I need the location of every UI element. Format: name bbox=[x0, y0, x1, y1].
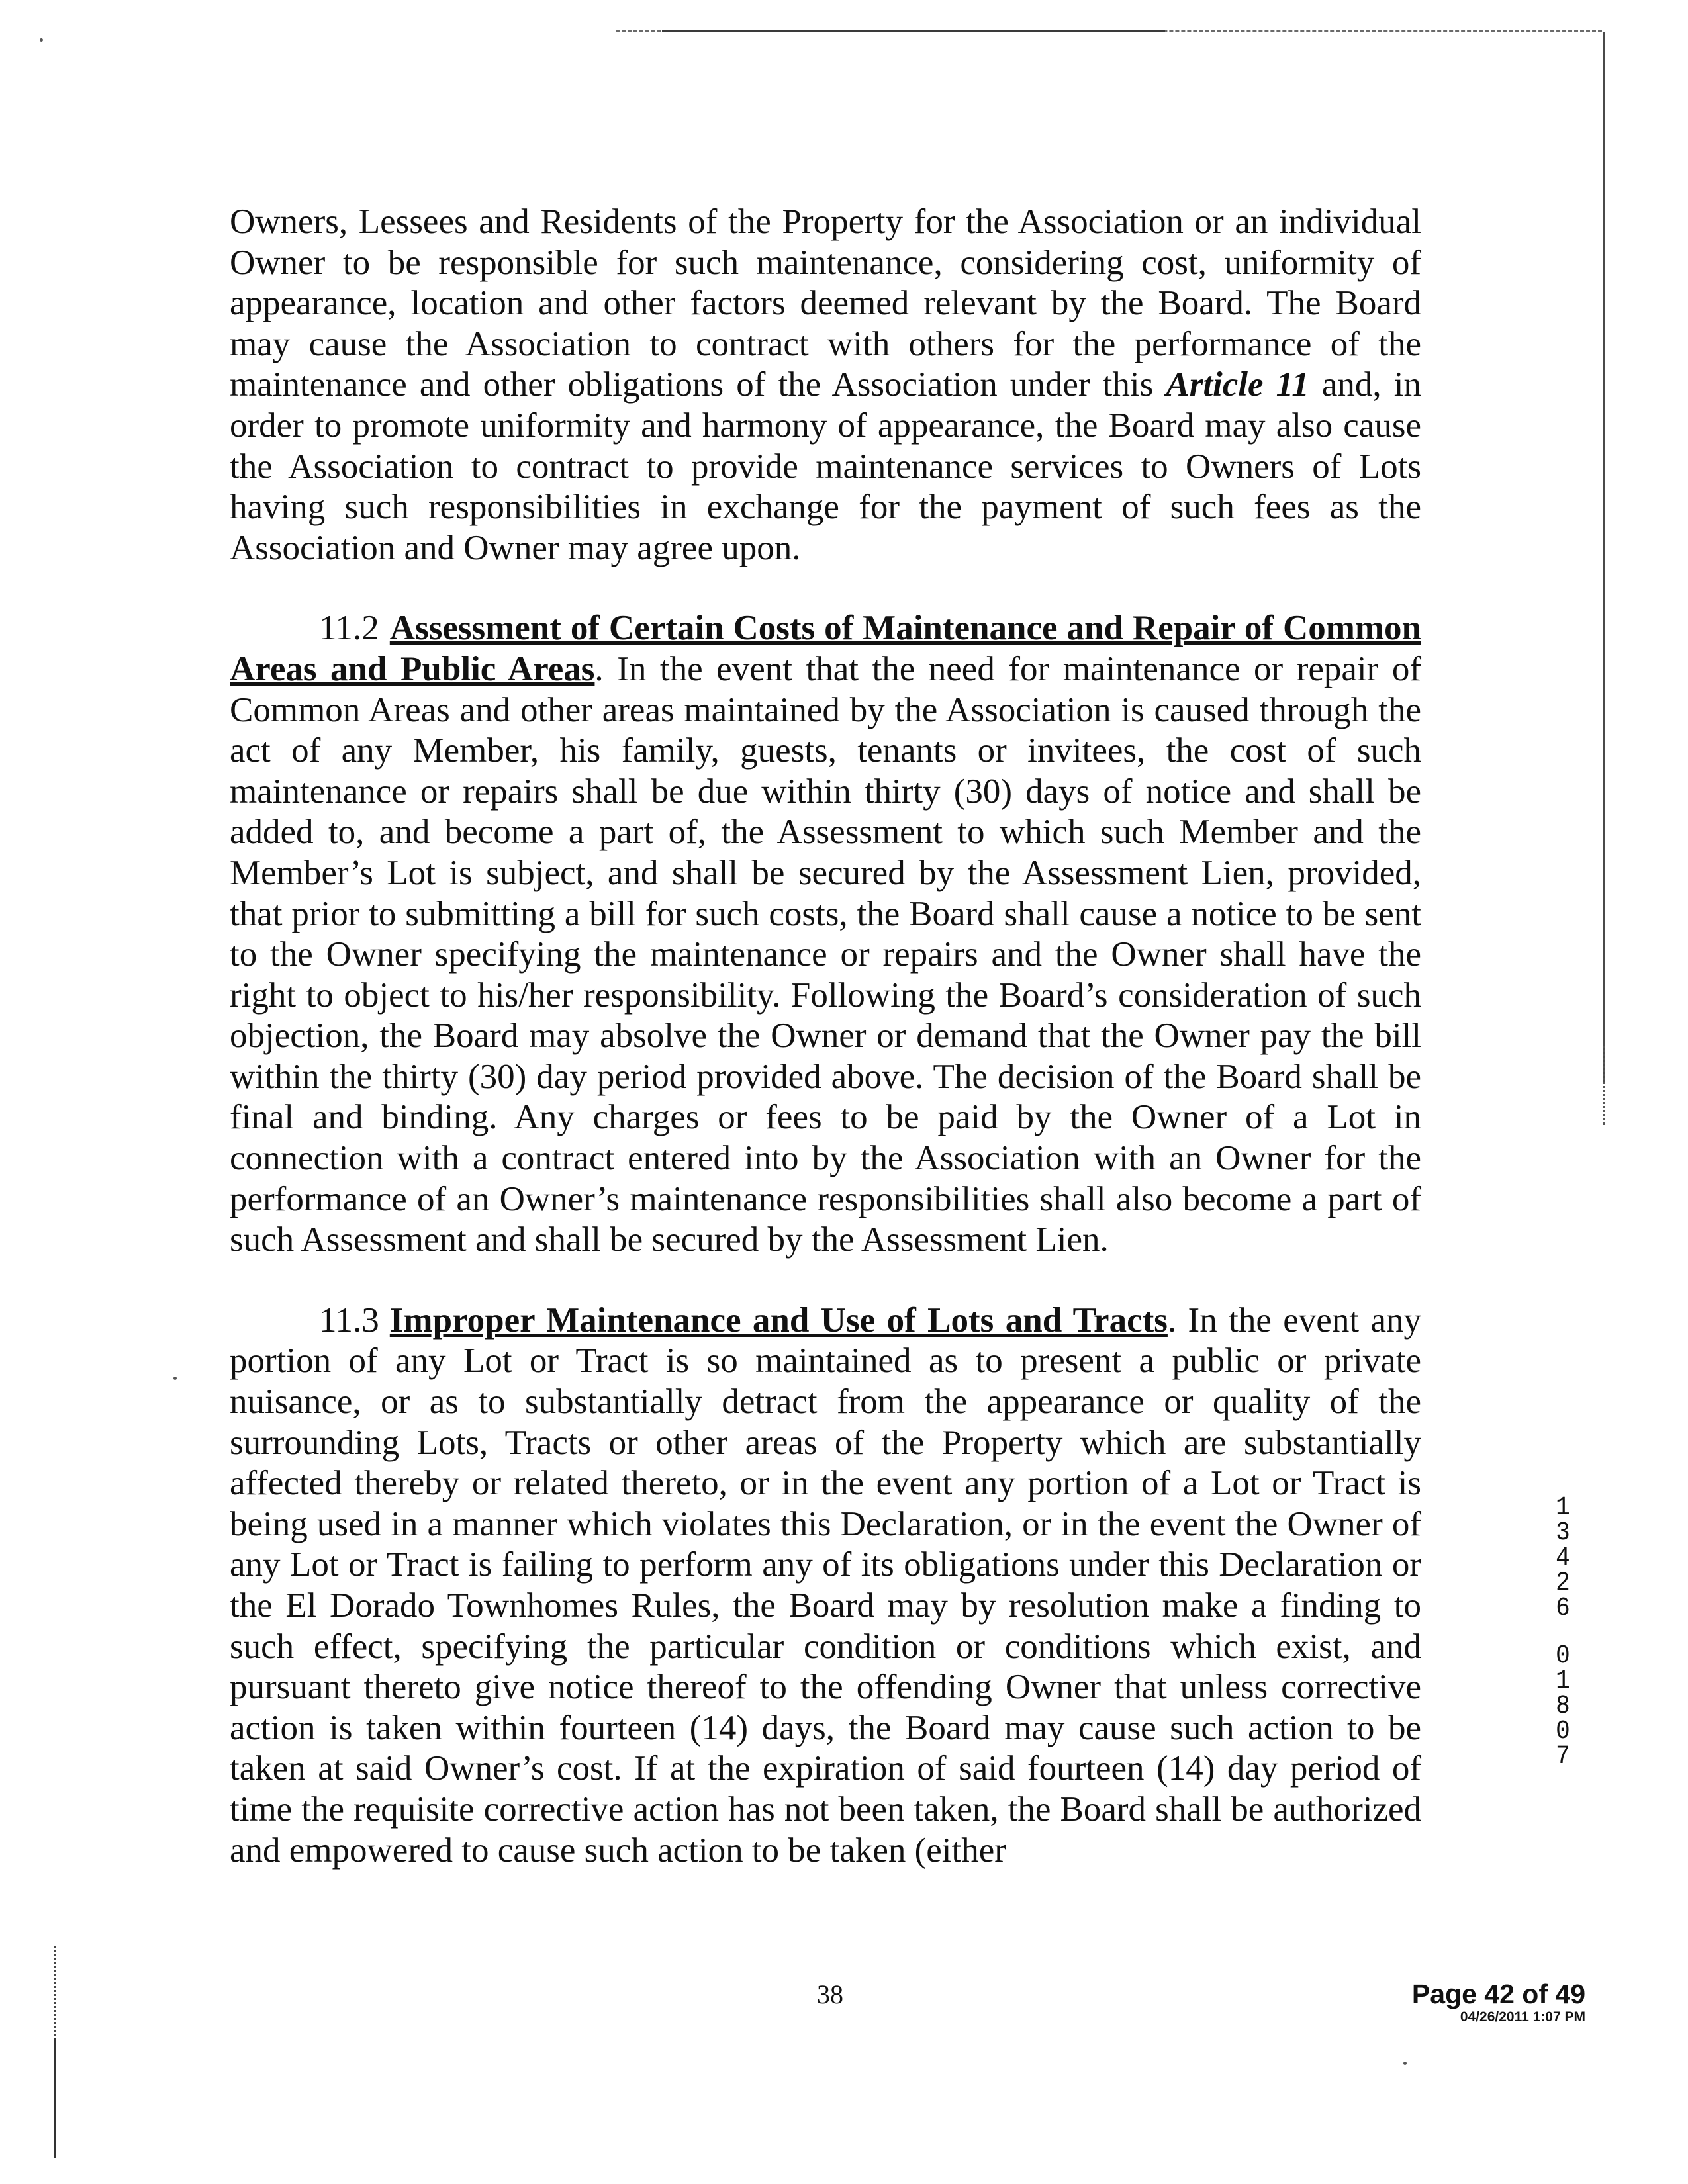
scan-artifact-left-solid bbox=[54, 2038, 56, 2158]
document-body bbox=[230, 202, 1421, 1871]
scan-artifact-right-border-dashed bbox=[1603, 1046, 1605, 1125]
paragraph-text-b: and, in order to promote uniformity and harmony of appearance, the Board may also cause the Association to contract to provide maintenance services to Owners of Lots having such responsibilities in exchange for the payment of such fees as the Association and Owner may agree upon. bbox=[230, 365, 1421, 567]
side-digit: 4 bbox=[1556, 1543, 1570, 1573]
section-11-3 bbox=[230, 1300, 1421, 1871]
section-heading: Assessment of Certain Costs of Maintenance and Repair of Common Areas and Public Areas bbox=[230, 609, 1421, 688]
recording-side-number bbox=[1550, 1493, 1575, 1772]
side-digit: 0 bbox=[1556, 1641, 1570, 1671]
stamp-datetime: 04/26/2011 1:07 PM bbox=[1460, 2009, 1585, 2025]
side-digit: 7 bbox=[1556, 1742, 1570, 1772]
section-11-2 bbox=[230, 608, 1421, 1261]
paragraph-continuation bbox=[230, 202, 1421, 569]
section-body: . In the event that the need for maintenance or repair of Common Areas and other areas maintained by the Association is caused through the act of any Member, his family, guests, tenants or invitees, the cost of such maintenance or repairs shall be due within thirty (30) days of notice and shall be added to, and become a part of, the Assessment to which such Member and the Member’s Lot is subject, and shall be secured by the Assessment Lien, provided, that prior to submitting a bill for such costs, the Board shall cause a notice to be sent to the Owner specifying the maintenance or repairs and the Owner shall have the right to object to his/her responsibility. Following the Board’s consideration of such objection, the Board may absolve the Owner or demand that the Owner pay the bill within the thirty (30) day period provided above. The decision of the Board shall be final and binding. Any charges or fees to be paid by the Owner of a Lot in connection with a contract entered into by the Association with an Owner for the performance of an Owner’s maintenance responsibilities shall also become a part of such Assessment and shall be secured by the Assessment Lien. bbox=[230, 649, 1421, 1259]
side-digit: 6 bbox=[1556, 1594, 1570, 1623]
page-number: 38 bbox=[817, 1979, 843, 2009]
side-digit: 2 bbox=[1556, 1569, 1570, 1598]
scan-artifact-top-line-solid bbox=[662, 30, 1165, 32]
side-number-gap bbox=[1550, 1621, 1575, 1644]
section-number: 11.3 bbox=[319, 1300, 379, 1340]
scan-artifact-dot bbox=[1403, 2062, 1407, 2065]
section-body: . In the event any portion of any Lot or Tract is so maintained as to present a public or private nuisance, or as to substantially detract from the appearance or quality of the surrounding Lots, Tracts or other areas of the Property which are substantially affected thereby or related thereto, or in the event any portion of a Lot or Tract is being used in a manner which violates this Declaration, or in the event the Owner of any Lot or Tract is failing to perform any of its obligations under this Declaration or the El Dorado Townhomes Rules, the Board may by resolution make a finding to such effect, specifying the particular condition or conditions which exist, and pursuant thereto give notice thereof to the offending Owner that unless corrective action is taken within fourteen (14) days, the Board may cause such action to be taken at said Owner’s cost. If at the expiration of said fourteen (14) day period of time the requisite corrective action has not been taken, the Board shall be authorized and empowered to cause such action to be taken (either bbox=[230, 1300, 1422, 1870]
section-heading: Improper Maintenance and Use of Lots and Tracts bbox=[389, 1300, 1168, 1340]
side-digit: 1 bbox=[1556, 1493, 1570, 1523]
scan-artifact-dot bbox=[173, 1377, 177, 1380]
side-digit: 3 bbox=[1556, 1518, 1570, 1548]
side-digit: 0 bbox=[1556, 1717, 1570, 1747]
recording-stamp bbox=[1387, 1979, 1585, 2025]
stamp-page-label: Page 42 of 49 bbox=[1411, 1979, 1585, 2009]
paragraph-text-a: Owners, Lessees and Residents of the Property for the Association or an individual Owner to be responsible for such maintenance, considering cost, uniformity of appearance, location and other factors deemed relevant by the Board. The Board may cause the Association to contract with others for the performance of the maintenance and other obligations of the Association under this bbox=[230, 203, 1421, 404]
scan-artifact-dot bbox=[40, 38, 43, 42]
section-number: 11.2 bbox=[319, 609, 379, 648]
scan-artifact-right-border bbox=[1603, 32, 1605, 1084]
side-digit: 1 bbox=[1556, 1666, 1570, 1696]
article-reference: Article 11 bbox=[1166, 365, 1309, 404]
side-digit: 8 bbox=[1556, 1692, 1570, 1721]
